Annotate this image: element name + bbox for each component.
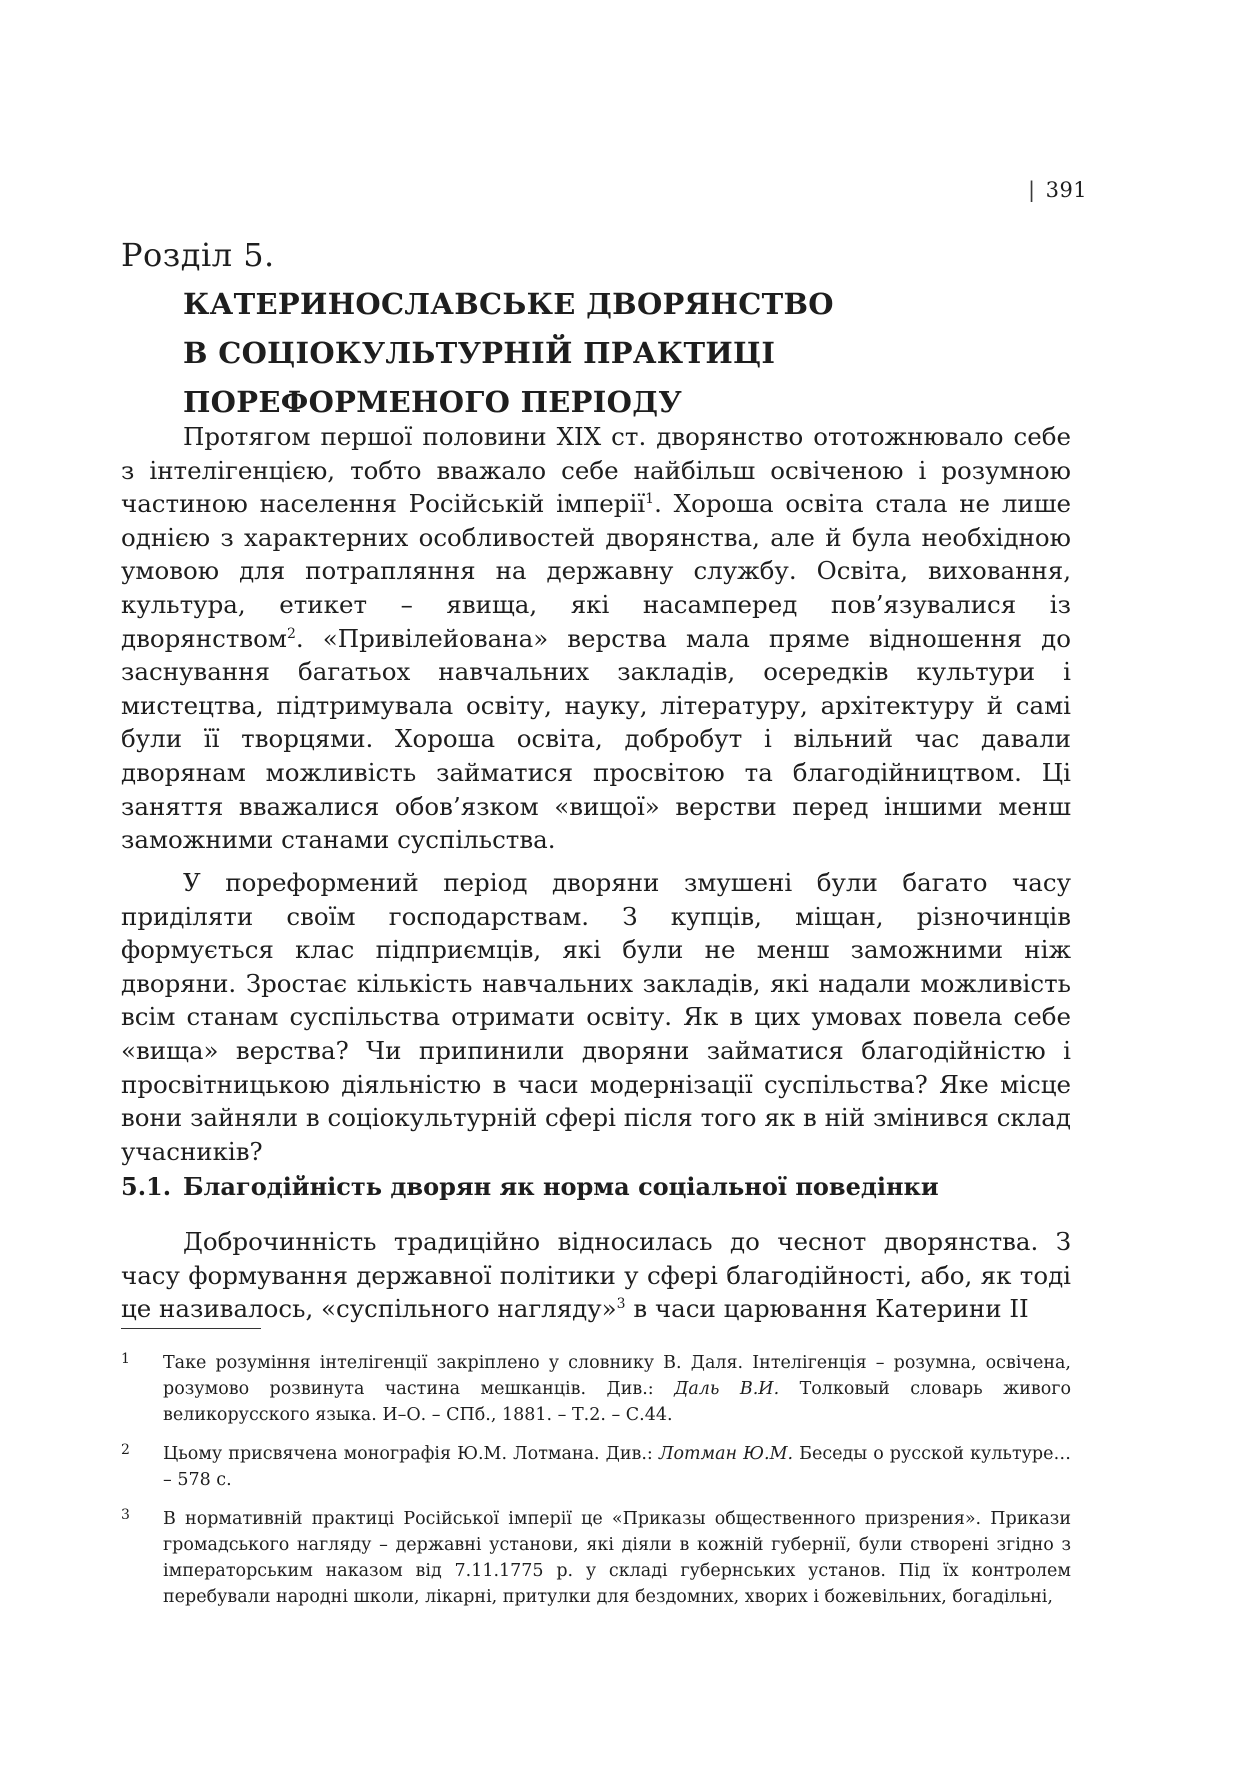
page-number [1028,178,1138,202]
chapter-title [183,280,1083,427]
footnote-ref-3[interactable]: 3 [616,1296,626,1313]
footnote-1 [121,1350,1071,1428]
paragraph-text: . Хороша освіта стала не лише однією з характерних особливостей дворянства, але й була необхідною умовою для потрапляння на державну службу. Освіта, виховання, культура, етикет – явища, які насамперед пов’язувалися із дворянством [121,489,1071,653]
body-paragraph-3 [121,1225,1071,1326]
chapter-title-line: КАТЕРИНОСЛАВСЬКЕ ДВОРЯНСТВО [183,287,834,321]
footnote-number: 3 [121,1507,130,1523]
subsection-heading [121,1172,1071,1201]
footnotes [121,1350,1071,1623]
footnote-divider [121,1328,261,1329]
footnote-text: Цьому присвячена монографія Ю.М. Лотмана. Див.: [163,1444,659,1464]
footnote-author: Даль В.И. [674,1379,780,1399]
footnote-ref-2[interactable]: 2 [286,625,296,642]
subsection-number: 5.1. [121,1172,172,1201]
page-number-value: 391 [1045,178,1088,202]
chapter-title-line: В СОЦІОКУЛЬТУРНІЙ ПРАКТИЦІ [183,336,776,370]
paragraph-text: . «Привілейована» верства мала пряме відношення до заснування багатьох навчальних закладів, осередків культури і мистецтва, підтримувала освіту, науку, літературу, архітектуру й самі були її творцями. Хороша освіта, добробут і вільний час давали дворянам можливість займатися просвітою та благодійництвом. Ці заняття вважалися обов’язком «вищої» верстви перед іншими менш заможними станами суспільства. [121,623,1071,855]
chapter-title-line: ПОРЕФОРМЕНОГО ПЕРІОДУ [183,385,683,419]
footnote-author: Лотман Ю.М. [658,1444,794,1464]
body-paragraph-1 [121,420,1071,857]
footnote-3 [121,1506,1071,1610]
body-paragraph-2 [121,866,1071,1168]
footnote-ref-1[interactable]: 1 [645,491,655,508]
footnote-2 [121,1441,1071,1493]
footnote-text: Толковый словарь живого великорусского языка. И–О. – СПб., 1881. – Т.2. – С.44. [163,1379,1071,1425]
paragraph-text: в часи царювання Катерини II [625,1294,1029,1324]
chapter-label: Розділ 5. [121,236,275,274]
subsection-title: Благодійність дворян як норма соціальної поведінки [183,1172,939,1201]
footnote-text: В нормативній практиці Російської імперії це «Приказы общественного призрения». Прикази громадського нагляду – державні установи, які діяли в кожній губернії, були створені згідно з імператорським наказом від 7.11.1775 р. у складі губернських установ. Під їх контролем перебували народні школи, лікарні, притулки для бездомних, хворих і божевільних, богадільні, [163,1509,1071,1607]
footnote-text: Беседы о русской культуре… – 578 с. [163,1444,1071,1490]
footnote-number: 2 [121,1442,130,1458]
page-number-separator: | [1028,178,1036,202]
paragraph-text: Протягом першої половини XIX ст. дворянство ототожнювало себе з інтелігенцією, тобто вважало себе найбільш освіченою і розумною частиною населення Російській імперії [121,422,1071,519]
footnote-number: 1 [121,1351,130,1367]
paragraph-text: Доброчинність традиційно відносилась до чеснот дворянства. З часу формування державної політики у сфері благодійності, або, як тоді це називалось, «суспільного нагляду» [121,1227,1071,1324]
paragraph-text: У пореформений період дворяни змушені були багато часу приділяти своїм господарствам. З купців, міщан, різночинців формується клас підприємців, які були не менш заможними ніж дворяни. Зростає кількість навчальних закладів, які надали можливість всім станам суспільства отримати освіту. Як в цих умовах повела себе «вища» верства? Чи припинили дворяни займатися благодійністю і просвітницькою діяльністю в часи модернізації суспільства? Яке місце вони зайняли в соціокультурній сфері після того як в ній змінився склад учасників? [121,868,1071,1166]
footnote-text: Таке розуміння інтелігенції закріплено у словнику В. Даля. Інтелігенція – розумна, освічена, розумово розвинута частина мешканців. Див.: [163,1353,1071,1399]
